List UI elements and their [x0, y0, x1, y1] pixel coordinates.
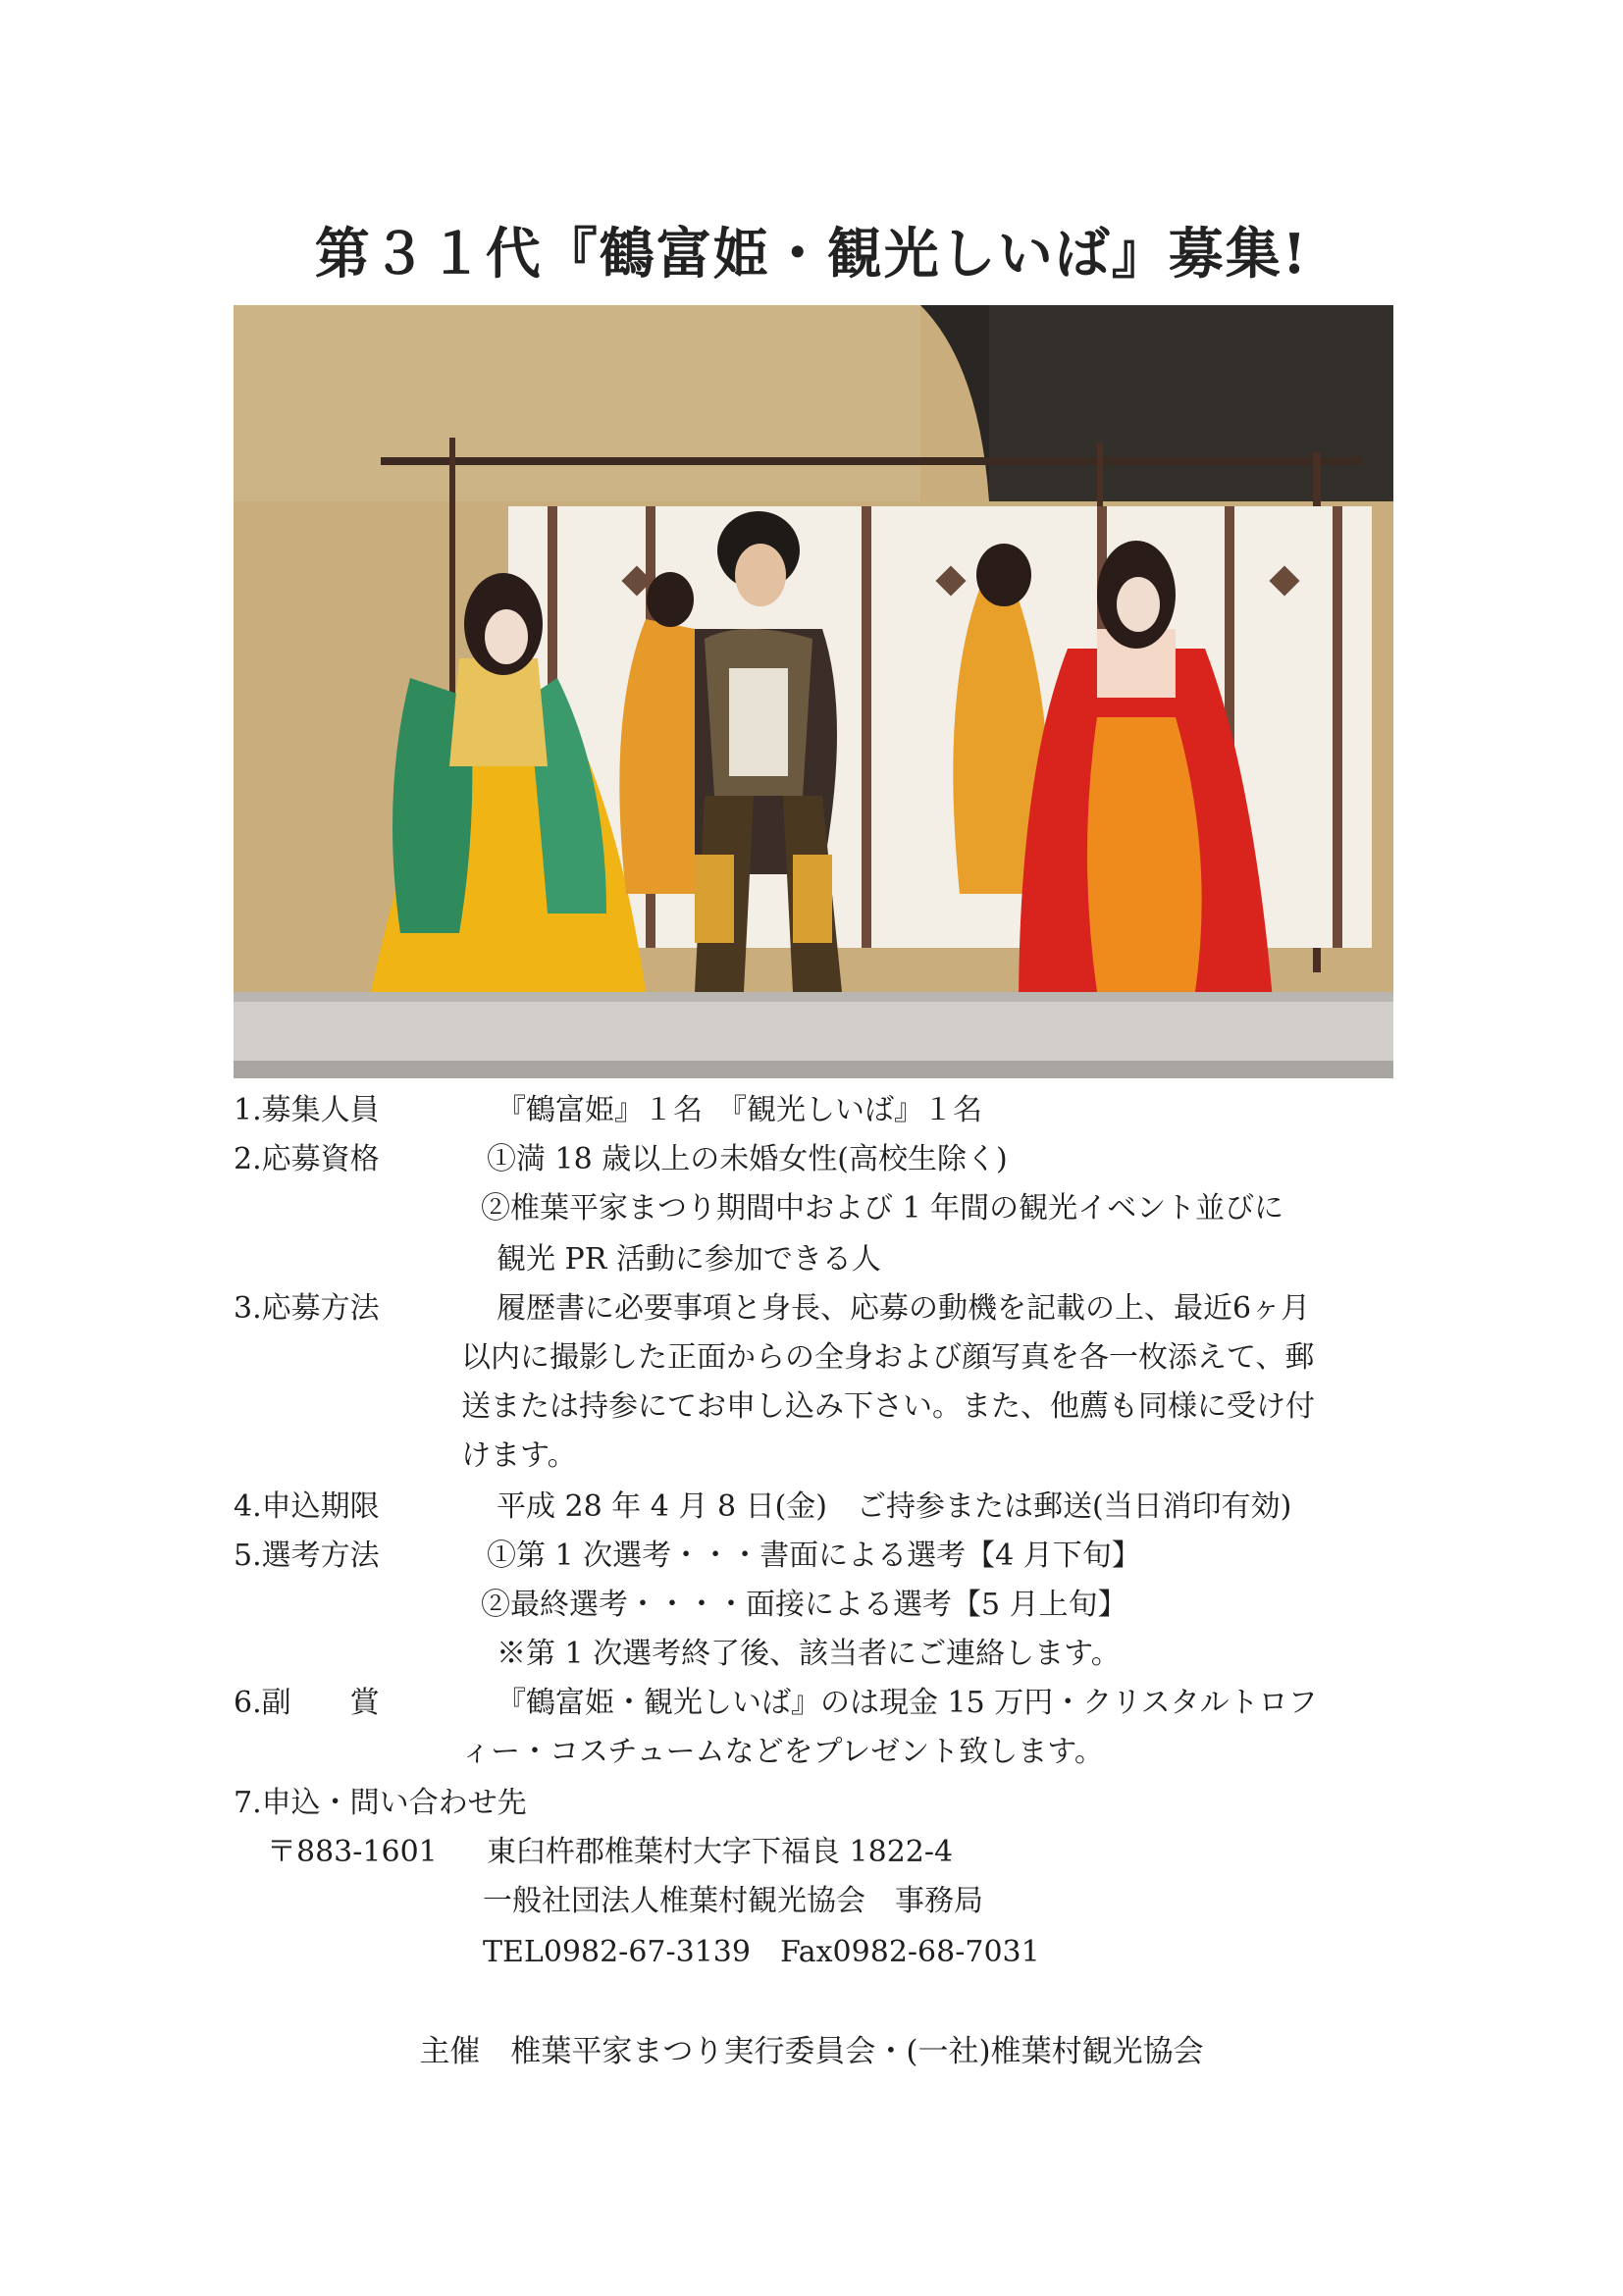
organizer-line: 主催 椎葉平家まつり実行委員会・(一社)椎葉村観光協会 [419, 2034, 1204, 2069]
item-label-selection: 5.選考方法 [234, 1539, 380, 1573]
item-text-selection-note: ※第 1 次選考終了後、該当者にご連絡します。 [497, 1637, 1121, 1671]
contact-phone-fax: TEL0982-67-3139 Fax0982-68-7031 [483, 1935, 1040, 1969]
item-text-method-1: 履歴書に必要事項と身長、応募の動機を記載の上、最近6ヶ月 [497, 1291, 1311, 1326]
page-title: 第３１代『鶴富姫・観光しいば』募集! [314, 222, 1309, 287]
item-label-method: 3.応募方法 [234, 1291, 380, 1326]
item-text-selection-2: ②最終選考・・・・面接による選考【5 月上旬】 [481, 1588, 1127, 1622]
contact-postal-code: 〒883-1601 [267, 1835, 438, 1869]
item-text-deadline: 平成 28 年 4 月 8 日(金) ご持参または郵送(当日消印有効) [497, 1489, 1292, 1524]
contact-organization: 一般社団法人椎葉村観光協会 事務局 [483, 1884, 983, 1918]
item-label-positions: 1.募集人員 [234, 1093, 380, 1127]
item-label-eligibility: 2.応募資格 [234, 1142, 380, 1176]
contact-address: 東臼杵郡椎葉村大字下福良 1822-4 [487, 1835, 954, 1869]
item-label-prize: 6.副 賞 [234, 1686, 380, 1720]
item-text-method-3: 送または持参にてお申し込み下さい。また、他薦も同様に受け付 [461, 1389, 1315, 1424]
item-text-method-2: 以内に撮影した正面からの全身および顔写真を各一枚添えて、郵 [461, 1340, 1315, 1375]
item-text-selection-1: ①第 1 次選考・・・書面による選考【4 月下旬】 [487, 1539, 1141, 1573]
item-text-prize-1: 『鶴富姫・観光しいば』のは現金 15 万円・クリスタルトロフ [497, 1686, 1318, 1720]
item-label-contact: 7.申込・問い合わせ先 [234, 1786, 527, 1820]
item-text-eligibility-2: ②椎葉平家まつり期間中および 1 年間の観光イベント並びに [481, 1191, 1284, 1226]
item-text-positions: 『鶴富姫』１名 『観光しいば』１名 [497, 1093, 982, 1127]
item-text-prize-2: ィー・コスチュームなどをプレゼント致します。 [461, 1735, 1104, 1769]
item-text-eligibility-3: 観光 PR 活動に参加できる人 [497, 1242, 881, 1277]
item-label-deadline: 4.申込期限 [234, 1489, 380, 1524]
item-text-method-4: けます。 [461, 1438, 577, 1473]
item-text-eligibility-1: ①満 18 歳以上の未婚女性(高校生除く) [487, 1142, 1008, 1176]
stage-performance-photo [234, 305, 1393, 1078]
